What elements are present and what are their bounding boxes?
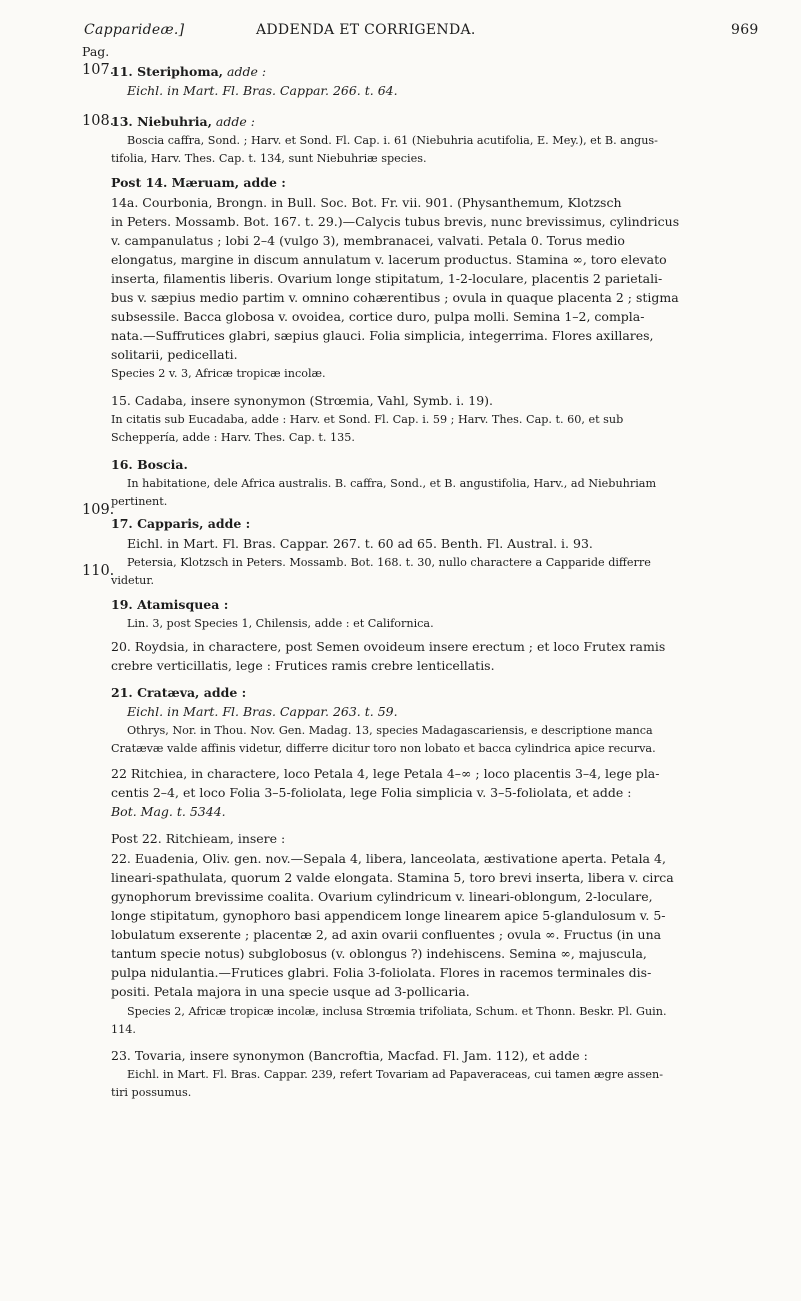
entry-atamisquea-head: 19. Atamisquea :: [111, 597, 229, 612]
text-line: elongatus, margine in discum annulatum v. lacerum productus. Stamina ∞, toro elevato: [111, 252, 667, 267]
entry-euadenia-head: Post 22. Ritchieam, insere :: [111, 831, 286, 846]
text-line: subsessile. Bacca globosa v. ovoidea, cortice duro, pulpa molli. Semina 1–2, compla-: [111, 309, 645, 324]
text-line: Eichl. in Mart. Fl. Bras. Cappar. 263. t. 59.: [127, 704, 398, 719]
text-line: Scheppería, adde : Harv. Thes. Cap. t. 135.: [111, 431, 355, 444]
text-line: lobulatum exserente ; placentæ 2, ad axin ovarii confluentes ; ovula ∞. Fructus (in una: [111, 927, 662, 942]
entry-tovaria: 23. Tovaria, insere synonymon (Bancroftia, Macfad. Fl. Jam. 112), et adde :: [111, 1048, 588, 1063]
text-line: Bot. Mag. t. 5344.: [111, 804, 226, 819]
text-line: nata.—Suffrutices glabri, sæpius glauci. Folia simplicia, integerrima. Flores axillares,: [111, 328, 654, 343]
text-line: Boscia caffra, Sond. ; Harv. et Sond. Fl. Cap. i. 61 (Niebuhria acutifolia, E. Mey.), et B. angus-: [127, 134, 658, 147]
text-line: Lin. 3, post Species 1, Chilensis, adde : et Californica.: [127, 617, 434, 630]
text-line: bus v. sæpius medio partim v. omnino cohærentibus ; ovula in quaque placenta 2 ; stigma: [111, 290, 679, 305]
entry-cadaba-head: 15. Cadaba, insere synonymon (Strœmia, Vahl, Symb. i. 19).: [111, 393, 494, 408]
text-line: tantum specie notus) subglobosus (v. oblongus ?) indehiscens. Semina ∞, majuscula,: [111, 946, 647, 961]
genus-steriphoma: 11. Steriphoma,: [111, 64, 224, 79]
species-note: Species 2 v. 3, Africæ tropicæ incolæ.: [111, 367, 326, 380]
entry-steriphoma-head: [111, 62, 266, 81]
adde-label: adde :: [227, 64, 267, 79]
text-line: In habitatione, dele Africa australis. B. caffra, Sond., et B. angustifolia, Harv., ad Niebuhriam: [127, 477, 657, 490]
entry-crataeva-head: 21. Cratæva, adde :: [111, 685, 247, 700]
running-header-section: Capparideæ.]: [84, 22, 185, 38]
text-line: pulpa nidulantia.—Frutices glabri. Folia 3-foliolata. Flores in racemos terminales dis-: [111, 965, 652, 980]
entry-roydsia: 20. Roydsia, in charactere, post Semen ovoideum insere erectum ; et loco Frutex ramis: [111, 639, 666, 654]
text-line: solitarii, pedicellati.: [111, 347, 238, 362]
text-line: Petersia, Klotzsch in Peters. Mossamb. Bot. 168. t. 30, nullo charactere a Capparide differre: [127, 556, 651, 569]
text-line: in Peters. Mossamb. Bot. 167. t. 29.)—Calycis tubus brevis, nunc brevissimus, cylindricus: [111, 214, 680, 229]
text-line: 22. Euadenia, Oliv. gen. nov.—Sepala 4, libera, lanceolata, æstivatione aperta. Petala 4,: [111, 851, 666, 866]
text-line: lineari-spathulata, quorum 2 valde elongata. Stamina 5, toro brevi inserta, libera v. circa: [111, 870, 674, 885]
text-line: pertinent.: [111, 495, 168, 508]
text-line: longe stipitatum, gynophoro basi appendicem longe linearem apice 5-glandulosum v. 5-: [111, 908, 666, 923]
text-line: gynophorum brevissime coalita. Ovarium cylindricum v. lineari-oblongum, 2-loculare,: [111, 889, 653, 904]
text-line: Eichl. in Mart. Fl. Bras. Cappar. 239, refert Tovariam ad Papaveraceas, cui tamen ægre assen-: [127, 1068, 664, 1081]
text-line: Cratævæ valde affinis videtur, differre dicitur toro non lobato et bacca cylindrica apice recurva.: [111, 742, 656, 755]
entry-capparis-head: 17. Capparis, adde :: [111, 516, 251, 531]
text-line: crebre verticillatis, lege : Frutices ramis crebre lenticellatis.: [111, 658, 495, 673]
margin-pag-label: Pag.: [82, 44, 110, 59]
species-note: Species 2, Africæ tropicæ incolæ, inclusa Strœmia trifoliata, Schum. et Thonn. Beskr. Pl. Guin.: [127, 1005, 667, 1018]
genus-niebuhria: 13. Niebuhria,: [111, 114, 212, 129]
running-header-title: ADDENDA ET CORRIGENDA.: [256, 22, 476, 38]
page-number: 969: [731, 22, 759, 38]
text-line: Eichl. in Mart. Fl. Bras. Cappar. 267. t. 60 ad 65. Benth. Fl. Austral. i. 93.: [127, 536, 593, 551]
text-line: In citatis sub Eucadaba, adde : Harv. et Sond. Fl. Cap. i. 59 ; Harv. Thes. Cap. t. 60, et sub: [111, 413, 624, 426]
page-ref-110: 110.: [82, 563, 115, 579]
entry-maeruam-head: Post 14. Mæruam, adde :: [111, 175, 286, 190]
text-line: inserta, filamentis liberis. Ovarium longe stipitatum, 1-2-loculare, placentis 2 parietali-: [111, 271, 663, 286]
entry-ritchiea: 22 Ritchiea, in charactere, loco Petala 4, lege Petala 4–∞ ; loco placentis 3–4, lege pla-: [111, 766, 660, 781]
entry-steriphoma-cite: Eichl. in Mart. Fl. Bras. Cappar. 266. t. 64.: [127, 83, 398, 98]
text-line: tiri possumus.: [111, 1086, 192, 1099]
page-ref-108: 108.: [82, 113, 115, 129]
page-ref-109: 109.: [82, 502, 115, 518]
text-line: positi. Petala majora in una specie usque ad 3-pollicaria.: [111, 984, 470, 999]
text-line: v. campanulatus ; lobi 2–4 (vulgo 3), membranacei, valvati. Petala 0. Torus medio: [111, 233, 625, 248]
species-note: 114.: [111, 1023, 136, 1036]
text-line: 14a. Courbonia, Brongn. in Bull. Soc. Bot. Fr. vii. 901. (Physanthemum, Klotzsch: [111, 195, 622, 210]
entry-boscia-head: 16. Boscia.: [111, 457, 188, 472]
text-line: videtur.: [111, 574, 155, 587]
page-ref-107: 107.: [82, 62, 115, 78]
adde-label: adde :: [215, 114, 255, 129]
text-line: centis 2–4, et loco Folia 3–5-foliolata, lege Folia simplicia v. 3–5-foliolata, et adde :: [111, 785, 632, 800]
entry-niebuhria-head: [111, 112, 255, 131]
text-line: Othrys, Nor. in Thou. Nov. Gen. Madag. 13, species Madagascariensis, e descriptione manca: [127, 724, 653, 737]
text-line: tifolia, Harv. Thes. Cap. t. 134, sunt Niebuhriæ species.: [111, 152, 427, 165]
